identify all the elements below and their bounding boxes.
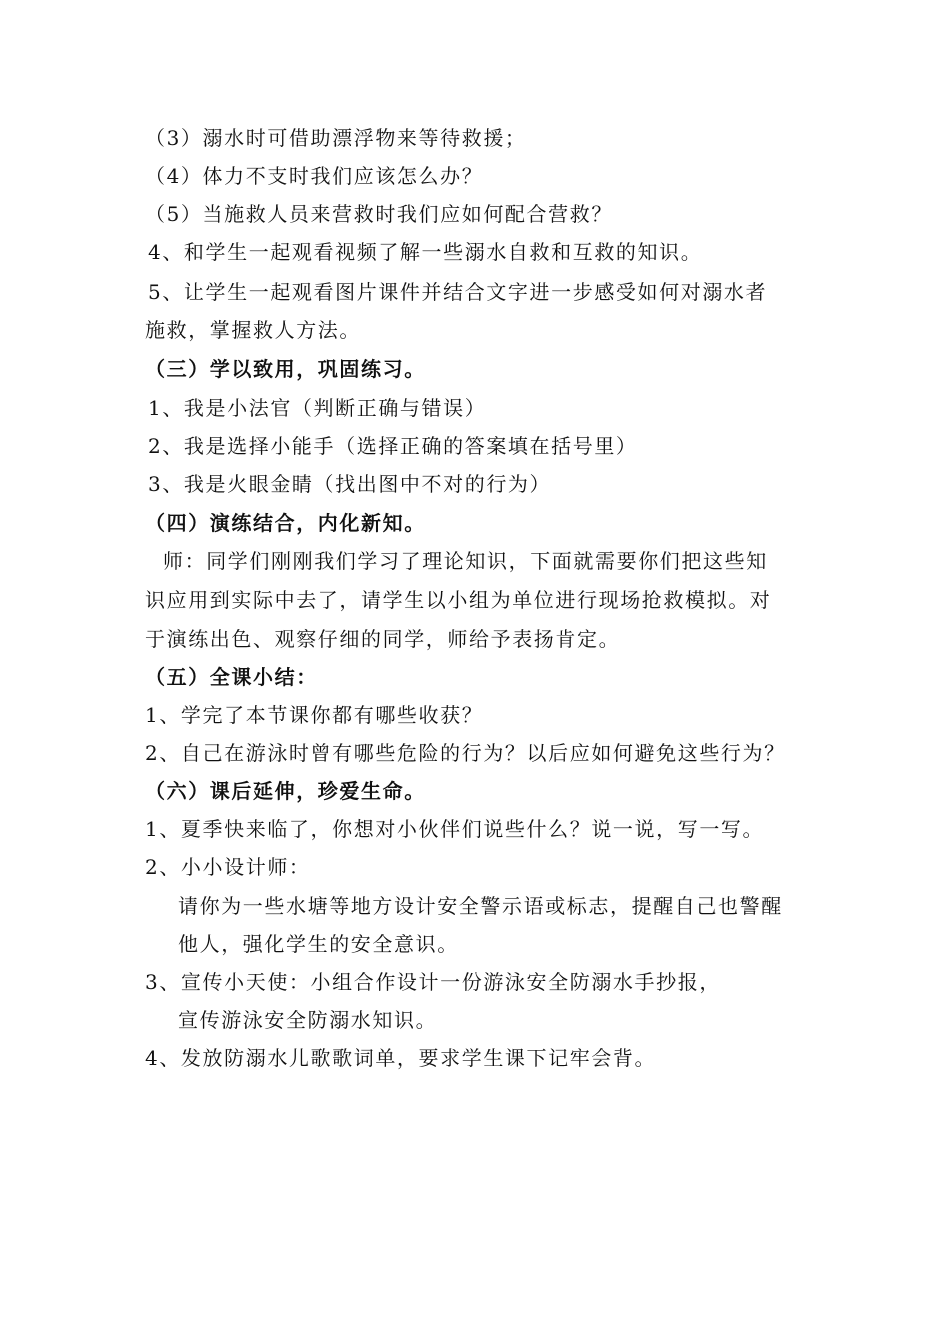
list-item: （3）溺水时可借助漂浮物来等待救援； xyxy=(145,126,527,150)
section-heading: （五）全课小结： xyxy=(145,665,318,689)
section-heading: （四）演练结合，内化新知。 xyxy=(145,511,426,535)
list-item: 1、我是小法官（判断正确与错误） xyxy=(148,396,487,420)
paragraph-line: 识应用到实际中去了，请学生以小组为单位进行现场抢救模拟。对 xyxy=(145,588,772,612)
paragraph-line: 于演练出色、观察仔细的同学，师给予表扬肯定。 xyxy=(145,627,621,651)
list-item: 3、宣传小天使：小组合作设计一份游泳安全防溺水手抄报， xyxy=(145,970,721,994)
list-item: 5、让学生一起观看图片课件并结合文字进一步感受如何对溺水者 xyxy=(148,280,768,304)
paragraph-line: 宣传游泳安全防溺水知识。 xyxy=(178,1008,438,1032)
list-item: 1、学完了本节课你都有哪些收获？ xyxy=(145,703,484,727)
list-item: 2、自己在游泳时曾有哪些危险的行为？以后应如何避免这些行为？ xyxy=(145,741,786,765)
list-item: 2、小小设计师： xyxy=(145,855,311,879)
paragraph-line: 他人，强化学生的安全意识。 xyxy=(178,932,459,956)
list-item: 4、和学生一起观看视频了解一些溺水自救和互救的知识。 xyxy=(148,240,703,264)
list-item: （5）当施救人员来营救时我们应如何配合营救？ xyxy=(145,202,613,226)
list-item: 4、发放防溺水儿歌歌词单，要求学生课下记牢会背。 xyxy=(145,1046,657,1070)
list-item: 3、我是火眼金睛（找出图中不对的行为） xyxy=(148,472,552,496)
list-item: 1、夏季快来临了，你想对小伙伴们说些什么？说一说，写一写。 xyxy=(145,817,765,841)
paragraph-continuation: 施救，掌握救人方法。 xyxy=(145,318,361,342)
section-heading: （六）课后延伸，珍爱生命。 xyxy=(145,779,426,803)
list-item: （4）体力不支时我们应该怎么办？ xyxy=(145,164,484,188)
list-item: 2、我是选择小能手（选择正确的答案填在括号里） xyxy=(148,434,638,458)
section-heading: （三）学以致用，巩固练习。 xyxy=(145,357,426,381)
paragraph-line: 请你为一些水塘等地方设计安全警示语或标志，提醒自己也警醒 xyxy=(178,894,783,918)
paragraph-line: 师：同学们刚刚我们学习了理论知识，下面就需要你们把这些知 xyxy=(163,549,768,573)
